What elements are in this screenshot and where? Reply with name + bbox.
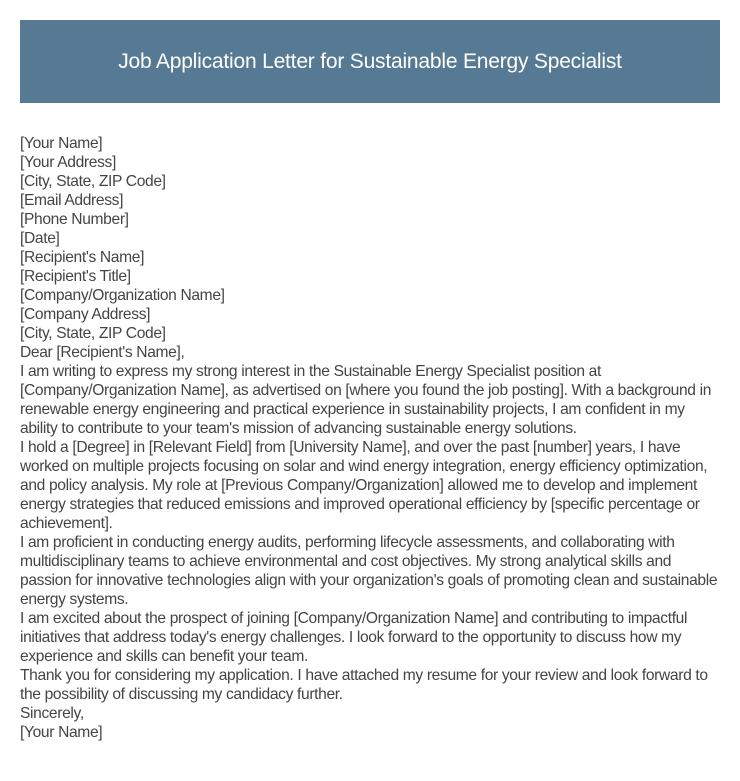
sender-city-state-zip: [City, State, ZIP Code] — [20, 173, 166, 190]
sender-block — [20, 134, 720, 229]
recipient-address: [Company Address] — [20, 306, 151, 323]
signature: [Your Name] — [20, 724, 103, 741]
recipient-company: [Company/Organization Name] — [20, 287, 225, 304]
paragraph-background: I hold a [Degree] in [Relevant Field] from [University Name], and over the past [number] years, I have worked on multiple projects focusing on solar and wind energy integration, energy efficiency optimization, and policy analysis. My role at [Previous Company/Organization] allowed me to develop and implement energy strategies that reduced emissions and improved operational efficiency by [specific percentage or achievement]. — [20, 439, 708, 532]
letter-date: [Date] — [20, 230, 60, 247]
sender-name: [Your Name] — [20, 135, 103, 152]
paragraph-thanks: Thank you for considering my application. I have attached my resume for your review and look forward to the possibility of discussing my candidacy further. — [20, 667, 708, 703]
paragraph-skills: I am proficient in conducting energy audits, performing lifecycle assessments, and collaborating with multidisciplinary teams to achieve environmental and cost objectives. My strong analytical skills and passion for innovative technologies align with your organization's goals of promoting clean and sustainable energy systems. — [20, 534, 718, 608]
page-title: Job Application Letter for Sustainable Energy Specialist — [118, 49, 622, 73]
recipient-title: [Recipient's Title] — [20, 268, 131, 285]
paragraph-intro: I am writing to express my strong interest in the Sustainable Energy Specialist position at [Company/Organization Name], as advertised on [where you found the job posting]. With a background in renewable energy engineering and practical experience in sustainability projects, I am confident in my ability to contribute to your team's mission of advancing sustainable energy solutions. — [20, 363, 712, 437]
letter-body — [20, 134, 720, 742]
salutation: Dear [Recipient's Name], — [20, 344, 185, 361]
sender-address: [Your Address] — [20, 154, 116, 171]
closing: Sincerely, — [20, 705, 84, 722]
recipient-block — [20, 248, 720, 343]
sender-phone: [Phone Number] — [20, 211, 129, 228]
title-banner — [20, 20, 720, 103]
paragraph-motivation: I am excited about the prospect of joining [Company/Organization Name] and contributing to impactful initiatives that address today's energy challenges. I look forward to the opportunity to discuss how my experience and skills can benefit your team. — [20, 610, 688, 665]
recipient-name: [Recipient's Name] — [20, 249, 145, 266]
sender-email: [Email Address] — [20, 192, 124, 209]
recipient-city-state-zip: [City, State, ZIP Code] — [20, 325, 166, 342]
